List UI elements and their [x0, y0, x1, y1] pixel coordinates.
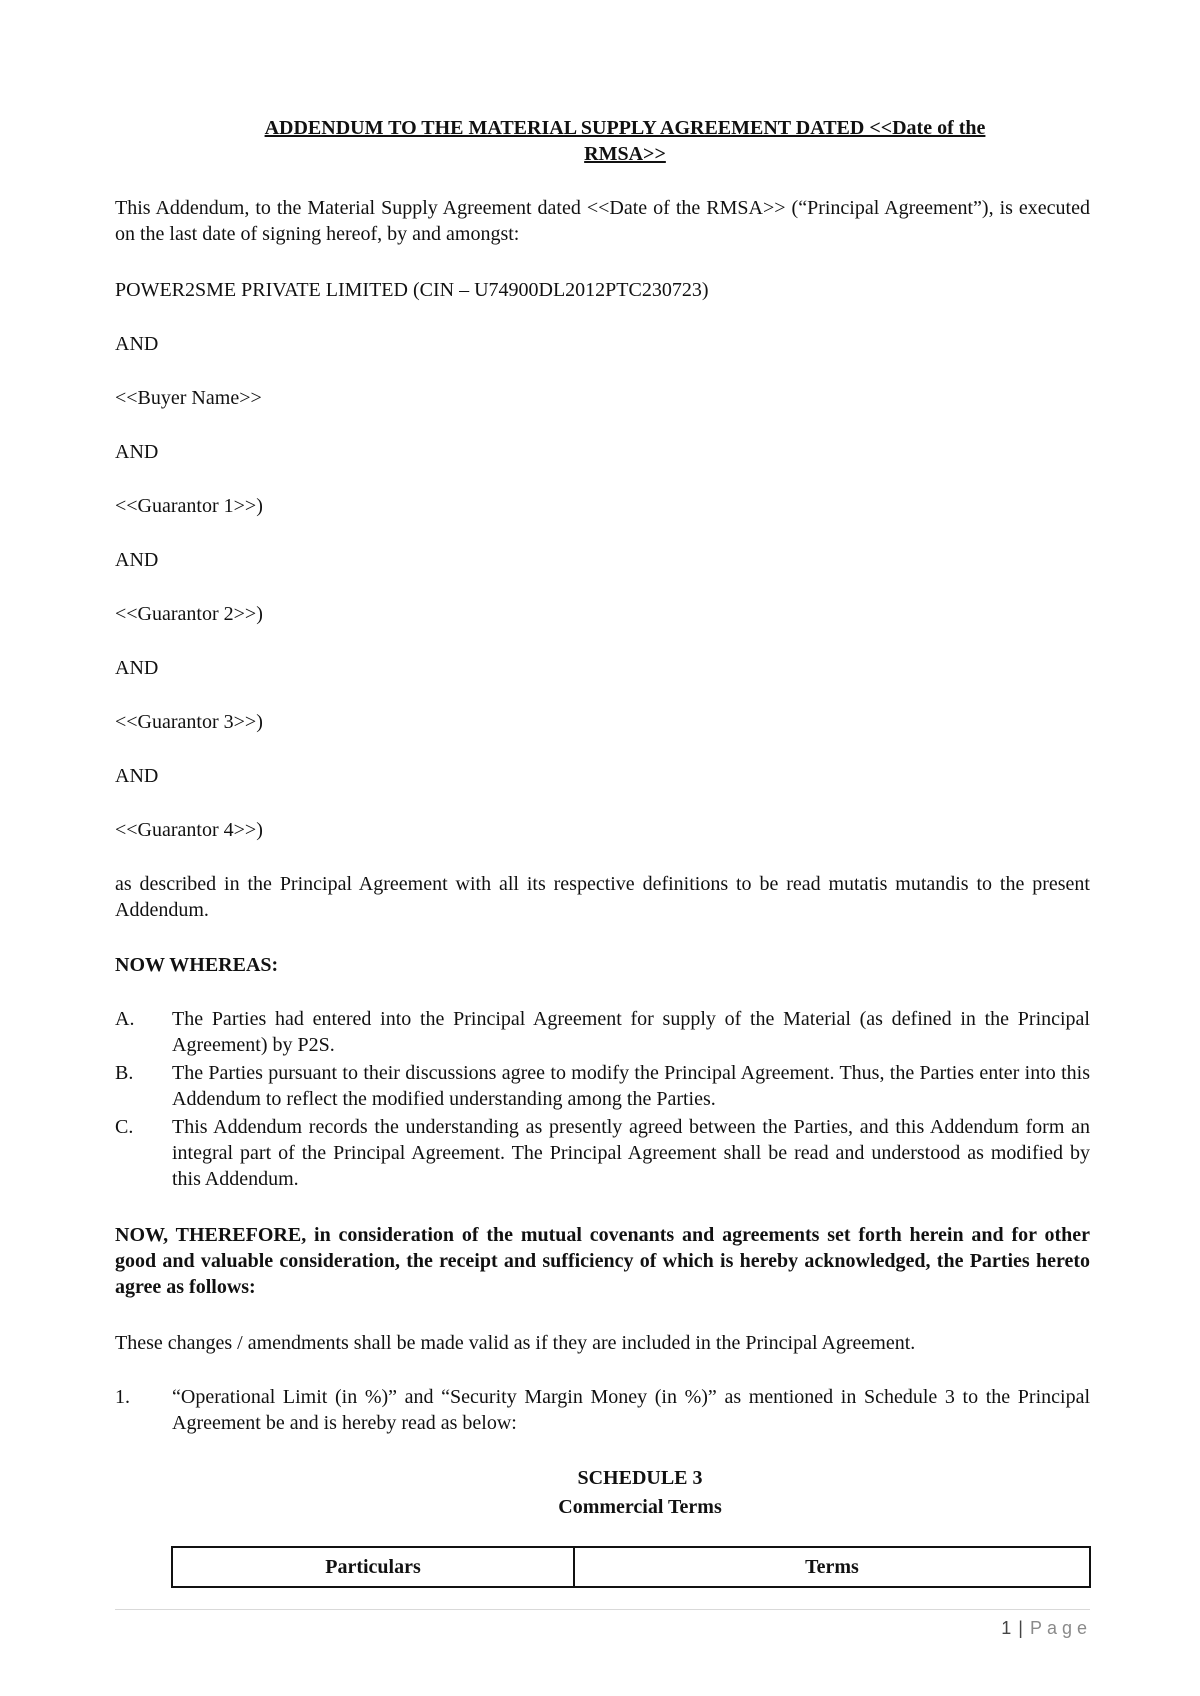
footer-separator: |	[1018, 1618, 1023, 1638]
party-power2sme: POWER2SME PRIVATE LIMITED (CIN – U74900DL2012PTC230723)	[115, 279, 709, 301]
schedule-heading: SCHEDULE 3	[577, 1467, 703, 1489]
clause-marker: 1.	[115, 1386, 130, 1408]
table-header-particulars: Particulars	[172, 1547, 574, 1587]
page-label: Page	[1029, 1618, 1092, 1638]
party-and-4: AND	[115, 657, 159, 679]
footer-divider	[115, 1609, 1090, 1610]
table-header-terms: Terms	[574, 1547, 1090, 1587]
recital-text: The Parties pursuant to their discussions agree to modify the Principal Agreement. Thus, the Parties enter into this Addendum to reflect the modified understanding among the Parties.	[172, 1062, 1090, 1110]
commercial-terms-table	[171, 1546, 1091, 1588]
title-line-1: ADDENDUM TO THE MATERIAL SUPPLY AGREEMENT DATED <<Date of the	[264, 117, 986, 139]
party-and-1: AND	[115, 333, 159, 355]
clause-text: “Operational Limit (in %)” and “Security Margin Money (in %)” as mentioned in Schedule 3 to the Principal Agreement be and is hereby read as below:	[172, 1386, 1090, 1434]
party-guarantor-1: <<Guarantor 1>>)	[115, 495, 263, 517]
party-buyer: <<Buyer Name>>	[115, 387, 262, 409]
recital-marker: C.	[115, 1116, 134, 1138]
party-and-3: AND	[115, 549, 159, 571]
title-line-2: RMSA>>	[584, 143, 666, 165]
recital-text: This Addendum records the understanding as presently agreed between the Parties, and this Addendum form an integral part of the Principal Agreement. The Principal Agreement shall be read and understood as modified by this Addendum.	[172, 1116, 1090, 1190]
page-footer	[1001, 1615, 1092, 1641]
therefore-paragraph: NOW, THEREFORE, in consideration of the mutual covenants and agreements set forth herein and for other good and valuable consideration, the receipt and sufficiency of which is hereby acknowledged, the Parties hereto agree as follows:	[115, 1224, 1090, 1298]
document-title	[200, 115, 1050, 167]
described-paragraph: as described in the Principal Agreement with all its respective definitions to be read mutatis mutandis to the present Addendum.	[115, 873, 1090, 921]
intro-paragraph: This Addendum, to the Material Supply Agreement dated <<Date of the RMSA>> (“Principal Agreement”), is executed on the last date of signing hereof, by and amongst:	[115, 197, 1090, 245]
table-header-row	[172, 1547, 1090, 1587]
whereas-heading: NOW WHEREAS:	[115, 954, 279, 976]
recital-text: The Parties had entered into the Principal Agreement for supply of the Material (as defined in the Principal Agreement) by P2S.	[172, 1008, 1090, 1056]
recital-marker: B.	[115, 1062, 134, 1084]
schedule-subheading: Commercial Terms	[558, 1496, 722, 1518]
page-number: 1	[1001, 1618, 1012, 1638]
party-guarantor-3: <<Guarantor 3>>)	[115, 711, 263, 733]
recital-marker: A.	[115, 1008, 135, 1030]
party-guarantor-4: <<Guarantor 4>>)	[115, 819, 263, 841]
changes-paragraph: These changes / amendments shall be made valid as if they are included in the Principal Agreement.	[115, 1332, 916, 1354]
party-and-5: AND	[115, 765, 159, 787]
party-and-2: AND	[115, 441, 159, 463]
party-guarantor-2: <<Guarantor 2>>)	[115, 603, 263, 625]
